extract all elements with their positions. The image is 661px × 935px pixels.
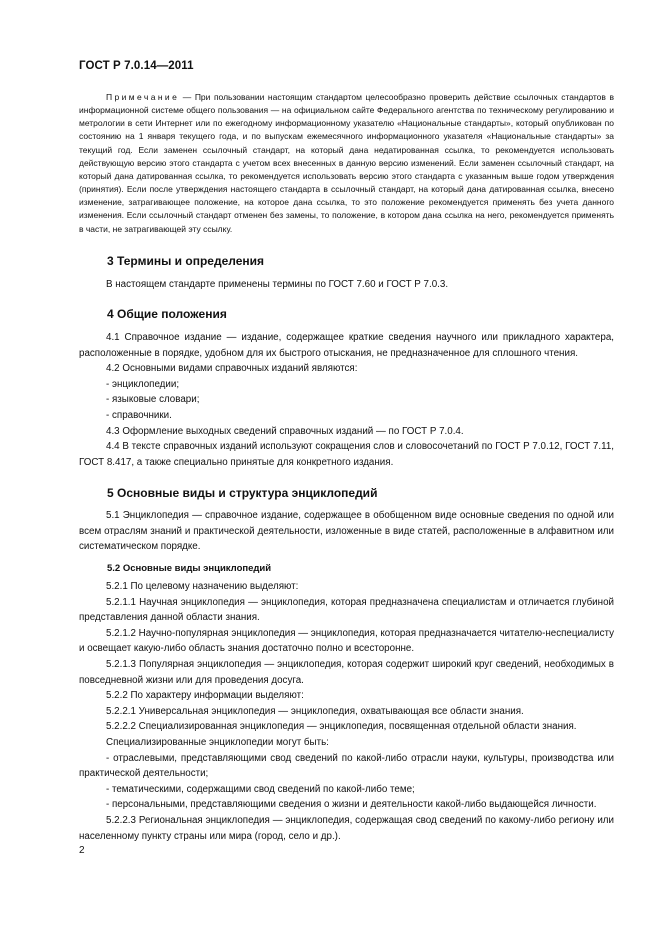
paragraph: 5.2.2 По характеру информации выделяют: [106,690,304,702]
page-number: 2 [79,845,85,856]
paragraph: 4.2 Основными видами справочных изданий являются: [106,363,358,375]
paragraph: 5.2.2.3 Региональная энциклопедия — энциклопедия, содержащая свод сведений по какому-либо региону или населенному пункту страны или мира (город, село и др.). [79,814,614,842]
list-item: - справочники. [106,409,172,421]
note-text: — При пользовании настоящим стандартом целесообразно проверить действие ссылочных стандартов в информационной системе общего пользования — на официальном сайте Федерального агентства по техническому регулированию и метрологии в сети Интернет или по ежегодному информационному указателю «Национальные стандарты», который опубликован по состоянию на 1 января текущего года, и по выпускам ежемесячного информационного указателя «Национальные стандарты» за текущий год. Если заменен ссылочный стандарт, на который дана недатированная ссылка, то рекомендуется использовать действующую версию этого стандарта с учетом всех внесенных в данную версию изменений. Если заменен ссылочный стандарт, на который дана датированная ссылка, то рекомендуется использовать версию этого стандарта с указанным выше годом утверждения (принятия). Если после утверждения настоящего стандарта в ссылочный стандарт, на который дана датированная ссылка, внесено изменение, затрагивающее положение, на которое дана ссылка, то это положение рекомендуется применять без учета данного изменения. Если ссылочный стандарт отменен без замены, то положение, в котором дана ссылка на него, рекомендуется применять в части, не затрагивающей эту ссылку. [79,92,614,234]
paragraph: 5.2.1.2 Научно-популярная энциклопедия — энциклопедия, которая предназначается читателю-неспециалисту и освещает какую-либо область знания достаточно полно и всесторонне. [79,627,614,655]
paragraph: В настоящем стандарте применены термины по ГОСТ 7.60 и ГОСТ Р 7.0.3. [106,279,449,290]
list-item: - персональными, представляющими сведения о жизни и деятельности какой-либо выдающейся личности. [106,799,597,811]
document-header: ГОСТ Р 7.0.14—2011 [79,60,194,72]
section-4-body [79,330,614,470]
paragraph: 4.3 Оформление выходных сведений справочных изданий — по ГОСТ Р 7.0.4. [106,425,464,437]
section-3-body [79,277,614,293]
paragraph: 5.1 Энциклопедия — справочное издание, содержащее в обобщенном виде основные сведения по одной или всем отраслям знаний и практической деятельности, изложенные в виде статей, расположенные в алфавитном или систематическом порядке. [79,510,614,553]
paragraph: 4.1 Справочное издание — издание, содержащее краткие сведения научного или прикладного характера, расположенные в порядке, удобном для их быстрого отыскания, не предназначенное для сплошного чтения. [79,332,614,359]
section-5-heading: 5 Основные виды и структура энциклопедий [107,486,378,500]
paragraph: 4.4 В тексте справочных изданий используют сокращения слов и словосочетаний по ГОСТ Р 7.0.12, ГОСТ 7.11, ГОСТ 8.417, а также специально принятые для конкретного издания. [79,441,614,468]
section-5-body-b [79,579,614,844]
paragraph: 5.2.1.1 Научная энциклопедия — энциклопедия, которая предназначена специалистам и отличается глубиной представления данной области знания. [79,596,614,624]
list-item: - тематическими, содержащими свод сведений по какой-либо теме; [106,783,415,795]
list-item: - языковые словари; [106,394,200,406]
section-5-body-a [79,508,614,555]
note-paragraph [79,91,614,236]
list-item: - отраслевыми, представляющими свод сведений по какой-либо отрасли науки, культуры, производства или практической деятельности; [79,752,614,780]
section-4-heading: 4 Общие положения [107,307,227,321]
paragraph: 5.2.2.2 Специализированная энциклопедия — энциклопедия, посвященная отдельной области знания. [106,721,577,733]
paragraph: Специализированные энциклопедии могут быть: [106,736,329,748]
paragraph: 5.2.2.1 Универсальная энциклопедия — энциклопедия, охватывающая все области знания. [106,705,524,717]
section-3-heading: 3 Термины и определения [107,254,265,268]
paragraph: 5.2.1.3 Популярная энциклопедия — энциклопедия, которая содержит широкий круг сведений, необходимых в повседневной жизни или для проведения досуга. [79,658,614,686]
subsection-5-2-heading: 5.2 Основные виды энциклопедий [107,563,272,574]
paragraph: 5.2.1 По целевому назначению выделяют: [106,581,299,592]
note-block [79,91,614,236]
list-item: - энциклопедии; [106,378,180,390]
note-label: Примечание [106,92,180,102]
